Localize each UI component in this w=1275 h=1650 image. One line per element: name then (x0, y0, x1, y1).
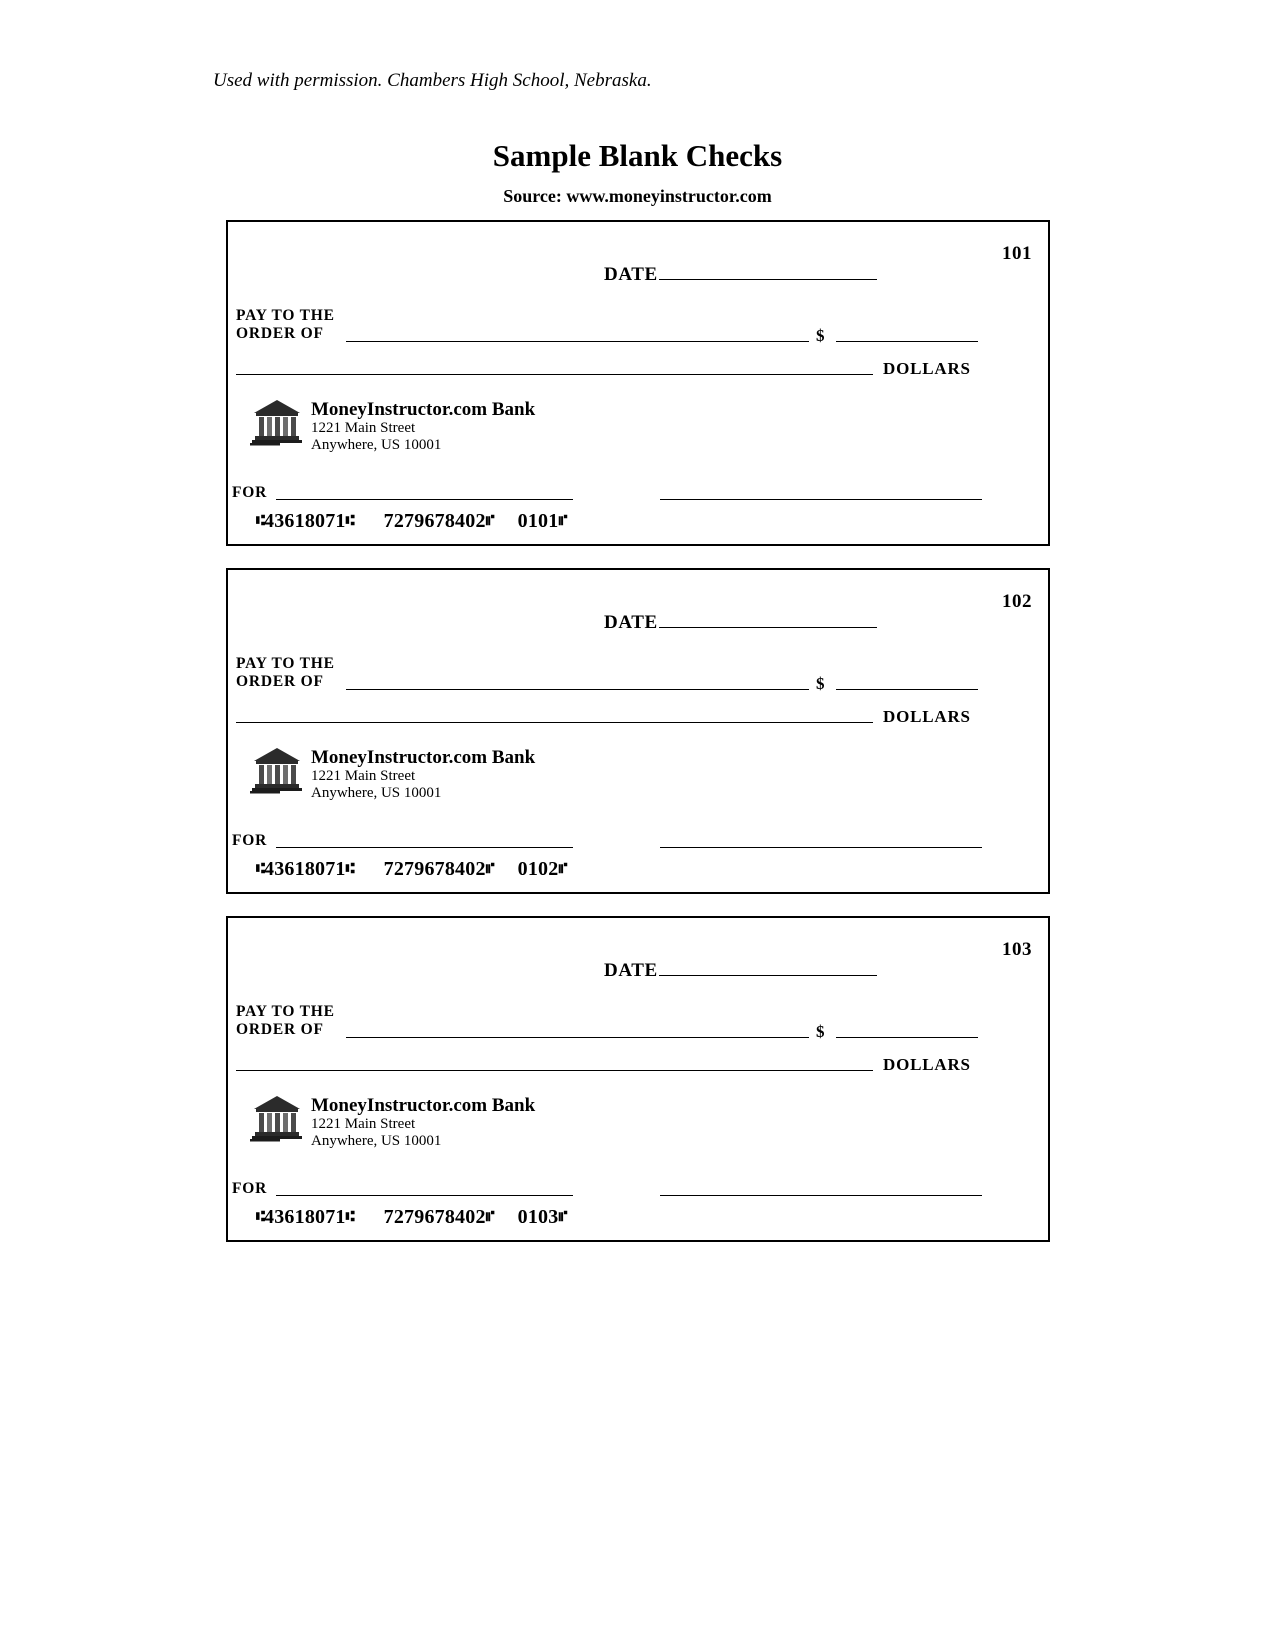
bank-name: MoneyInstructor.com Bank (311, 1095, 536, 1116)
check-form (226, 916, 1050, 1242)
check-number: 101 (1002, 243, 1032, 264)
bank-address-line-2: Anywhere, US 10001 (311, 785, 442, 801)
payee-input-line[interactable] (346, 1037, 809, 1038)
signature-input-line[interactable] (660, 847, 982, 848)
bank-name: MoneyInstructor.com Bank (311, 747, 536, 768)
permission-note: Used with permission. Chambers High School, Nebraska. (213, 70, 652, 91)
micr-routing-number: 43618071 (264, 510, 346, 532)
micr-onus-symbol-end: ⑈ (558, 1207, 567, 1225)
micr-routing-number: 43618071 (264, 1206, 346, 1228)
memo-input-line[interactable] (276, 499, 573, 500)
micr-onus-symbol: ⑈ (485, 1207, 494, 1225)
dollars-label: DOLLARS (883, 1055, 971, 1074)
micr-transit-symbol-end: ⑆ (345, 859, 354, 877)
dollar-sign-label: $ (816, 326, 825, 345)
date-input-line[interactable] (659, 265, 877, 280)
micr-onus-symbol: ⑈ (485, 859, 494, 877)
date-input-line[interactable] (659, 613, 877, 628)
bank-text-block (311, 746, 535, 802)
dollar-sign-label: $ (816, 1022, 825, 1041)
micr-onus-symbol-end: ⑈ (558, 511, 567, 529)
amount-words-input-line[interactable] (236, 374, 873, 375)
for-label: FOR (232, 484, 268, 501)
micr-transit-symbol: ⑆ (256, 511, 265, 529)
micr-onus-symbol-end: ⑈ (558, 859, 567, 877)
amount-words-input-line[interactable] (236, 1070, 873, 1071)
micr-transit-symbol-end: ⑆ (345, 511, 354, 529)
order-of-label: ORDER OF (236, 1021, 324, 1038)
check-number: 102 (1002, 591, 1032, 612)
pay-to-the-order-of-label (236, 655, 335, 691)
for-label: FOR (232, 1180, 268, 1197)
order-of-label: ORDER OF (236, 673, 324, 690)
bank-info (250, 398, 535, 454)
micr-line (256, 510, 566, 533)
payee-input-line[interactable] (346, 341, 809, 342)
bank-address-line-2: Anywhere, US 10001 (311, 437, 442, 453)
signature-input-line[interactable] (660, 1195, 982, 1196)
micr-routing-number: 43618071 (264, 858, 346, 880)
micr-line (256, 858, 566, 881)
order-of-label: ORDER OF (236, 325, 324, 342)
amount-input-line[interactable] (836, 341, 978, 342)
pay-to-the-label: PAY TO THE (236, 1003, 335, 1020)
check-number: 103 (1002, 939, 1032, 960)
bank-address-line-1: 1221 Main Street (311, 768, 416, 784)
micr-line (256, 1206, 566, 1229)
micr-account-number: 7279678402 (383, 858, 486, 880)
micr-transit-symbol-end: ⑆ (345, 1207, 354, 1225)
for-label: FOR (232, 832, 268, 849)
pay-to-the-label: PAY TO THE (236, 655, 335, 672)
bank-address-line-2: Anywhere, US 10001 (311, 1133, 442, 1149)
date-label: DATE (604, 960, 658, 981)
dollar-sign-label: $ (816, 674, 825, 693)
date-field-row (604, 264, 877, 286)
micr-check-id: 0102 (517, 858, 559, 880)
micr-transit-symbol: ⑆ (256, 1207, 265, 1225)
pay-to-the-order-of-label (236, 1003, 335, 1039)
payee-input-line[interactable] (346, 689, 809, 690)
date-input-line[interactable] (659, 961, 877, 976)
bank-building-icon (250, 1094, 304, 1144)
source-line: Source: www.moneyinstructor.com (503, 186, 772, 206)
date-field-row (604, 612, 877, 634)
memo-input-line[interactable] (276, 847, 573, 848)
date-label: DATE (604, 612, 658, 633)
memo-input-line[interactable] (276, 1195, 573, 1196)
checks-container (226, 220, 1050, 1264)
dollars-label: DOLLARS (883, 359, 971, 378)
signature-input-line[interactable] (660, 499, 982, 500)
micr-account-number: 7279678402 (383, 510, 486, 532)
date-label: DATE (604, 264, 658, 285)
bank-name: MoneyInstructor.com Bank (311, 399, 536, 420)
page-title: Sample Blank Checks (492, 138, 783, 173)
micr-check-id: 0103 (517, 1206, 559, 1228)
micr-onus-symbol: ⑈ (485, 511, 494, 529)
date-field-row (604, 960, 877, 982)
check-form (226, 220, 1050, 546)
pay-to-the-label: PAY TO THE (236, 307, 335, 324)
bank-text-block (311, 1094, 535, 1150)
bank-building-icon (250, 398, 304, 448)
bank-info (250, 1094, 535, 1150)
dollars-label: DOLLARS (883, 707, 971, 726)
micr-account-number: 7279678402 (383, 1206, 486, 1228)
bank-building-icon (250, 746, 304, 796)
pay-to-the-order-of-label (236, 307, 335, 343)
micr-check-id: 0101 (517, 510, 559, 532)
bank-info (250, 746, 535, 802)
amount-input-line[interactable] (836, 1037, 978, 1038)
bank-address-line-1: 1221 Main Street (311, 1116, 416, 1132)
amount-words-input-line[interactable] (236, 722, 873, 723)
check-form (226, 568, 1050, 894)
amount-input-line[interactable] (836, 689, 978, 690)
bank-address-line-1: 1221 Main Street (311, 420, 416, 436)
micr-transit-symbol: ⑆ (256, 859, 265, 877)
bank-text-block (311, 398, 535, 454)
